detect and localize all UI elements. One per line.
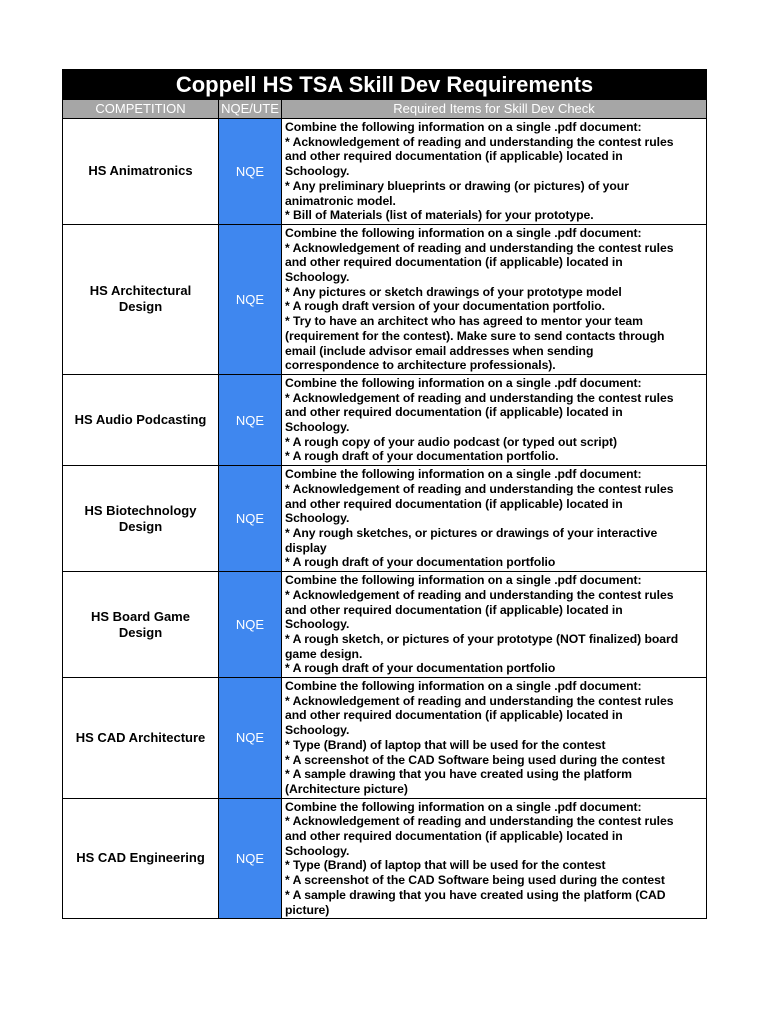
column-header-items: Required Items for Skill Dev Check: [282, 100, 707, 119]
nqe-badge: NQE: [219, 224, 282, 374]
requirement-line: Combine the following information on a single .pdf document:: [285, 573, 642, 588]
requirement-line: Combine the following information on a single .pdf document:: [285, 225, 642, 240]
requirement-line: * Acknowledgement of reading and understanding the contest rules: [285, 481, 674, 496]
requirement-line: animatronic model.: [285, 193, 396, 208]
requirement-line: Combine the following information on a single .pdf document:: [285, 467, 642, 482]
requirement-line: * A rough copy of your audio podcast (or typed out script): [285, 434, 618, 449]
competition-name: HS Animatronics: [63, 119, 219, 225]
requirement-line: * A rough draft of your documentation portfolio: [285, 555, 556, 570]
required-items: [282, 224, 707, 374]
requirement-line: correspondence to architecture professionals).: [285, 358, 556, 373]
competition-name: HS Audio Podcasting: [63, 374, 219, 465]
requirement-line: * Any preliminary blueprints or drawing (or pictures) of your: [285, 178, 629, 193]
requirement-line: Schoology.: [285, 617, 350, 632]
requirement-line: * Type (Brand) of laptop that will be used for the contest: [285, 858, 606, 873]
requirement-line: (requirement for the contest). Make sure to send contacts through: [285, 328, 665, 343]
requirement-line: display: [285, 540, 327, 555]
nqe-badge: NQE: [219, 572, 282, 678]
required-items: [282, 119, 707, 225]
requirement-line: and other required documentation (if applicable) located in: [285, 405, 623, 420]
requirement-line: * Bill of Materials (list of materials) for your prototype.: [285, 208, 594, 223]
requirement-line: Schoology.: [285, 843, 350, 858]
required-items: [282, 466, 707, 572]
table-row: [63, 119, 707, 225]
nqe-badge: NQE: [219, 119, 282, 225]
required-items: [282, 798, 707, 919]
requirement-line: Schoology.: [285, 723, 350, 738]
required-items: [282, 374, 707, 465]
requirements-sheet: [62, 69, 706, 919]
competition-name: HS CAD Engineering: [63, 798, 219, 919]
table-row: [63, 678, 707, 799]
page-title: Coppell HS TSA Skill Dev Requirements: [63, 70, 707, 100]
requirement-line: * A rough draft version of your documentation portfolio.: [285, 299, 605, 314]
column-header-competition: COMPETITION: [63, 100, 219, 119]
requirement-line: Schoology.: [285, 511, 350, 526]
requirement-line: * A sample drawing that you have created using the platform: [285, 767, 632, 782]
requirement-line: (Architecture picture): [285, 781, 408, 796]
requirement-line: and other required documentation (if applicable) located in: [285, 496, 623, 511]
requirement-line: and other required documentation (if applicable) located in: [285, 602, 623, 617]
requirement-line: Combine the following information on a single .pdf document:: [285, 679, 642, 694]
requirement-line: * Any pictures or sketch drawings of your prototype model: [285, 284, 622, 299]
competition-name: HS Board Game Design: [63, 572, 219, 678]
requirement-line: Combine the following information on a single .pdf document:: [285, 799, 642, 814]
requirement-line: * Acknowledgement of reading and understanding the contest rules: [285, 390, 674, 405]
requirement-line: Combine the following information on a single .pdf document:: [285, 120, 642, 134]
requirement-line: game design.: [285, 646, 363, 661]
requirement-line: * A rough sketch, or pictures of your prototype (NOT finalized) board: [285, 631, 679, 646]
nqe-badge: NQE: [219, 678, 282, 799]
requirement-line: * Any rough sketches, or pictures or drawings of your interactive: [285, 525, 658, 540]
requirement-line: Schoology.: [285, 164, 350, 179]
competition-name: HS CAD Architecture: [63, 678, 219, 799]
requirement-line: * A rough draft of your documentation portfolio.: [285, 449, 559, 464]
requirement-line: * Type (Brand) of laptop that will be used for the contest: [285, 737, 606, 752]
column-header-row: [63, 100, 707, 119]
requirement-line: * A rough draft of your documentation portfolio: [285, 661, 556, 676]
nqe-badge: NQE: [219, 798, 282, 919]
requirement-line: * Try to have an architect who has agreed to mentor your team: [285, 314, 643, 329]
table-row: [63, 798, 707, 919]
required-items: [282, 572, 707, 678]
requirement-line: and other required documentation (if applicable) located in: [285, 708, 623, 723]
requirements-table: [62, 69, 707, 919]
requirement-line: and other required documentation (if applicable) located in: [285, 255, 623, 270]
table-body: [63, 119, 707, 919]
requirement-line: * Acknowledgement of reading and understanding the contest rules: [285, 240, 674, 255]
competition-name: HS Architectural Design: [63, 224, 219, 374]
requirement-line: and other required documentation (if applicable) located in: [285, 149, 623, 164]
requirement-line: * A screenshot of the CAD Software being used during the contest: [285, 752, 665, 767]
requirement-line: email (include advisor email addresses when sending: [285, 343, 594, 358]
requirement-line: and other required documentation (if applicable) located in: [285, 829, 623, 844]
requirement-line: Schoology.: [285, 420, 350, 435]
nqe-badge: NQE: [219, 374, 282, 465]
column-header-nqe: NQE/UTE: [219, 100, 282, 119]
requirement-line: * A screenshot of the CAD Software being used during the contest: [285, 873, 665, 888]
table-row: [63, 572, 707, 678]
title-row: [63, 70, 707, 100]
table-row: [63, 374, 707, 465]
table-row: [63, 466, 707, 572]
requirement-line: * Acknowledgement of reading and understanding the contest rules: [285, 587, 674, 602]
table-row: [63, 224, 707, 374]
requirement-line: * A sample drawing that you have created using the platform (CAD: [285, 887, 666, 902]
nqe-badge: NQE: [219, 466, 282, 572]
requirement-line: Combine the following information on a single .pdf document:: [285, 375, 642, 390]
requirement-line: Schoology.: [285, 270, 350, 285]
requirement-line: * Acknowledgement of reading and understanding the contest rules: [285, 134, 674, 149]
requirement-line: * Acknowledgement of reading and understanding the contest rules: [285, 814, 674, 829]
required-items: [282, 678, 707, 799]
requirement-line: picture): [285, 902, 330, 917]
requirement-line: * Acknowledgement of reading and understanding the contest rules: [285, 693, 674, 708]
competition-name: HS Biotechnology Design: [63, 466, 219, 572]
